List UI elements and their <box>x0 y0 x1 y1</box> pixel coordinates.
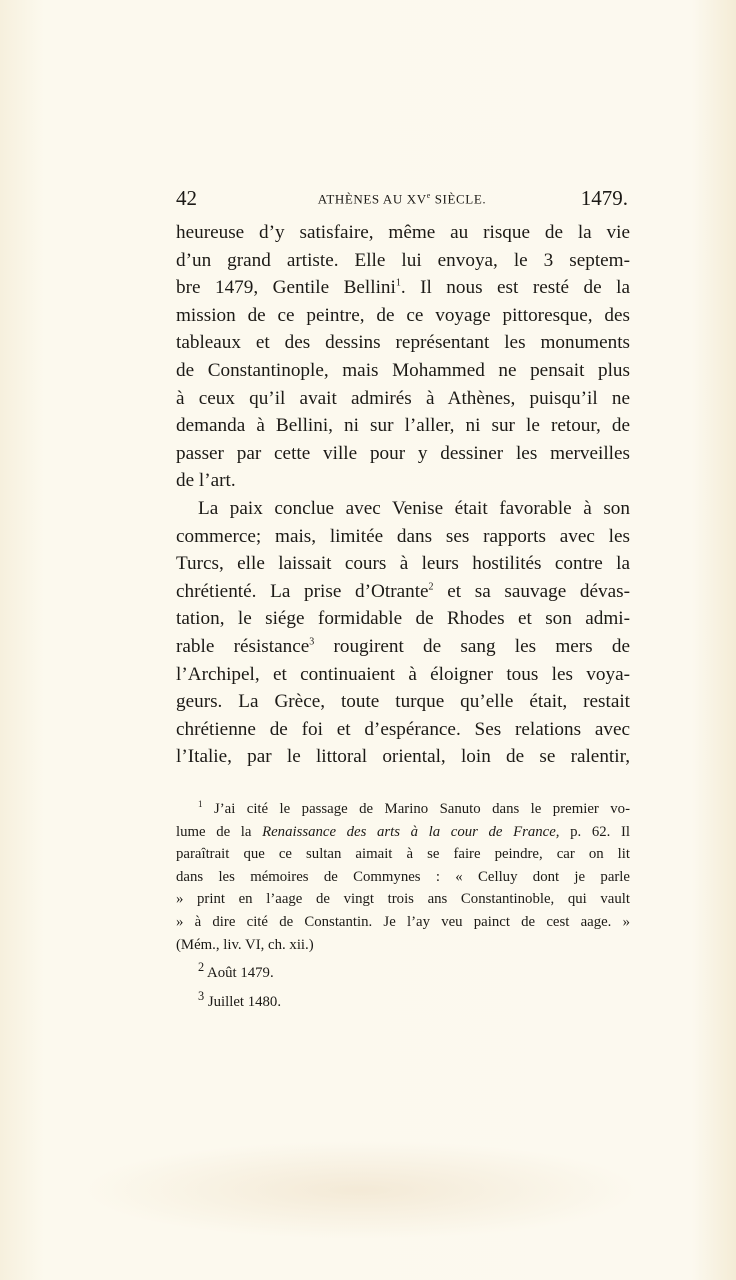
footnote-2: $^2$ Août 1479. <box>198 960 274 982</box>
footnote-line: (Mém., liv. VI, ch. xii.) <box>176 936 314 953</box>
footnote-3: $^3$ Juillet 1480. <box>198 988 282 1010</box>
text-line: chrétienne de foi et d’espérance. Ses relations avec <box>176 718 630 740</box>
footnote-1: $^1$ J’ai cité le passage de Marino Sanuto dans le premier vo- <box>198 799 630 817</box>
text-line: heureuse d’y satisfaire, même au risque de la vie <box>176 222 630 243</box>
running-header <box>176 186 628 214</box>
text-line: demanda à Bellini, ni sur l’aller, ni sur le retour, de <box>176 415 630 437</box>
footnote-line: dans les mémoires de Commynes : « Celluy dont je parle <box>176 868 630 885</box>
text-line: d’un grand artiste. Elle lui envoya, le 3 septem- <box>176 249 630 271</box>
text-line: geurs. La Grèce, toute turque qu’elle était, restait <box>176 691 630 713</box>
text-line: mission de ce peintre, de ce voyage pittoresque, des <box>176 304 630 326</box>
footnote-ref-1: 1 <box>395 277 401 289</box>
running-title: ATHÈNES AU XVe SIÈCLE. <box>317 191 487 207</box>
page-number: 42 <box>176 186 197 210</box>
body-text <box>176 219 630 771</box>
footnote-line: » print en l’aage de vingt trois ans Constantinoble, qui vault <box>176 891 630 908</box>
text-line: passer par cette ville pour y dessiner les merveilles <box>176 442 630 464</box>
footnote-line: paraîtrait que ce sultan aimait à se faire peindre, car on lit <box>176 846 630 863</box>
text-line: bre 1479, Gentile Bellini$^1$. Il nous est resté de la <box>176 277 630 299</box>
text-line: chrétienté. La prise d’Otrante$^2$ et sa sauvage dévas- <box>176 580 630 602</box>
text-line: de Constantinople, mais Mohammed ne pensait plus <box>176 359 630 381</box>
text-line: commerce; mais, limitée dans ses rapports avec les <box>176 525 630 547</box>
text-line: tableaux et des dessins représentant les monuments <box>176 332 630 354</box>
text-line: de l’art. <box>176 470 236 492</box>
text-line: rable résistance$^3$ rougirent de sang les mers de <box>176 635 630 657</box>
text-line: La paix conclue avec Venise était favorable à son <box>198 497 630 519</box>
footnotes <box>176 798 630 1013</box>
text-line: tation, le siége formidable de Rhodes et son admi- <box>176 608 630 630</box>
text-line: à ceux qu’il avait admirés à Athènes, puisqu’il ne <box>176 387 630 409</box>
header-year: 1479. <box>580 186 628 210</box>
footnote-line: lume de la Renaissance des arts à la cour de France, p. 62. Il <box>176 823 630 840</box>
footnote-ref-3: 3 <box>309 636 315 648</box>
text-line: l’Archipel, et continuaient à éloigner tous les voya- <box>176 663 630 685</box>
footnote-line: » à dire cité de Constantin. Je l’ay veu painct de cest aage. » <box>176 913 630 930</box>
text-line: Turcs, elle laissait cours à leurs hostilités contre la <box>176 553 630 575</box>
footnote-ref-2: 2 <box>428 581 434 593</box>
text-line: l’Italie, par le littoral oriental, loin de se ralentir, <box>176 746 630 768</box>
paper-stain <box>80 1140 640 1240</box>
